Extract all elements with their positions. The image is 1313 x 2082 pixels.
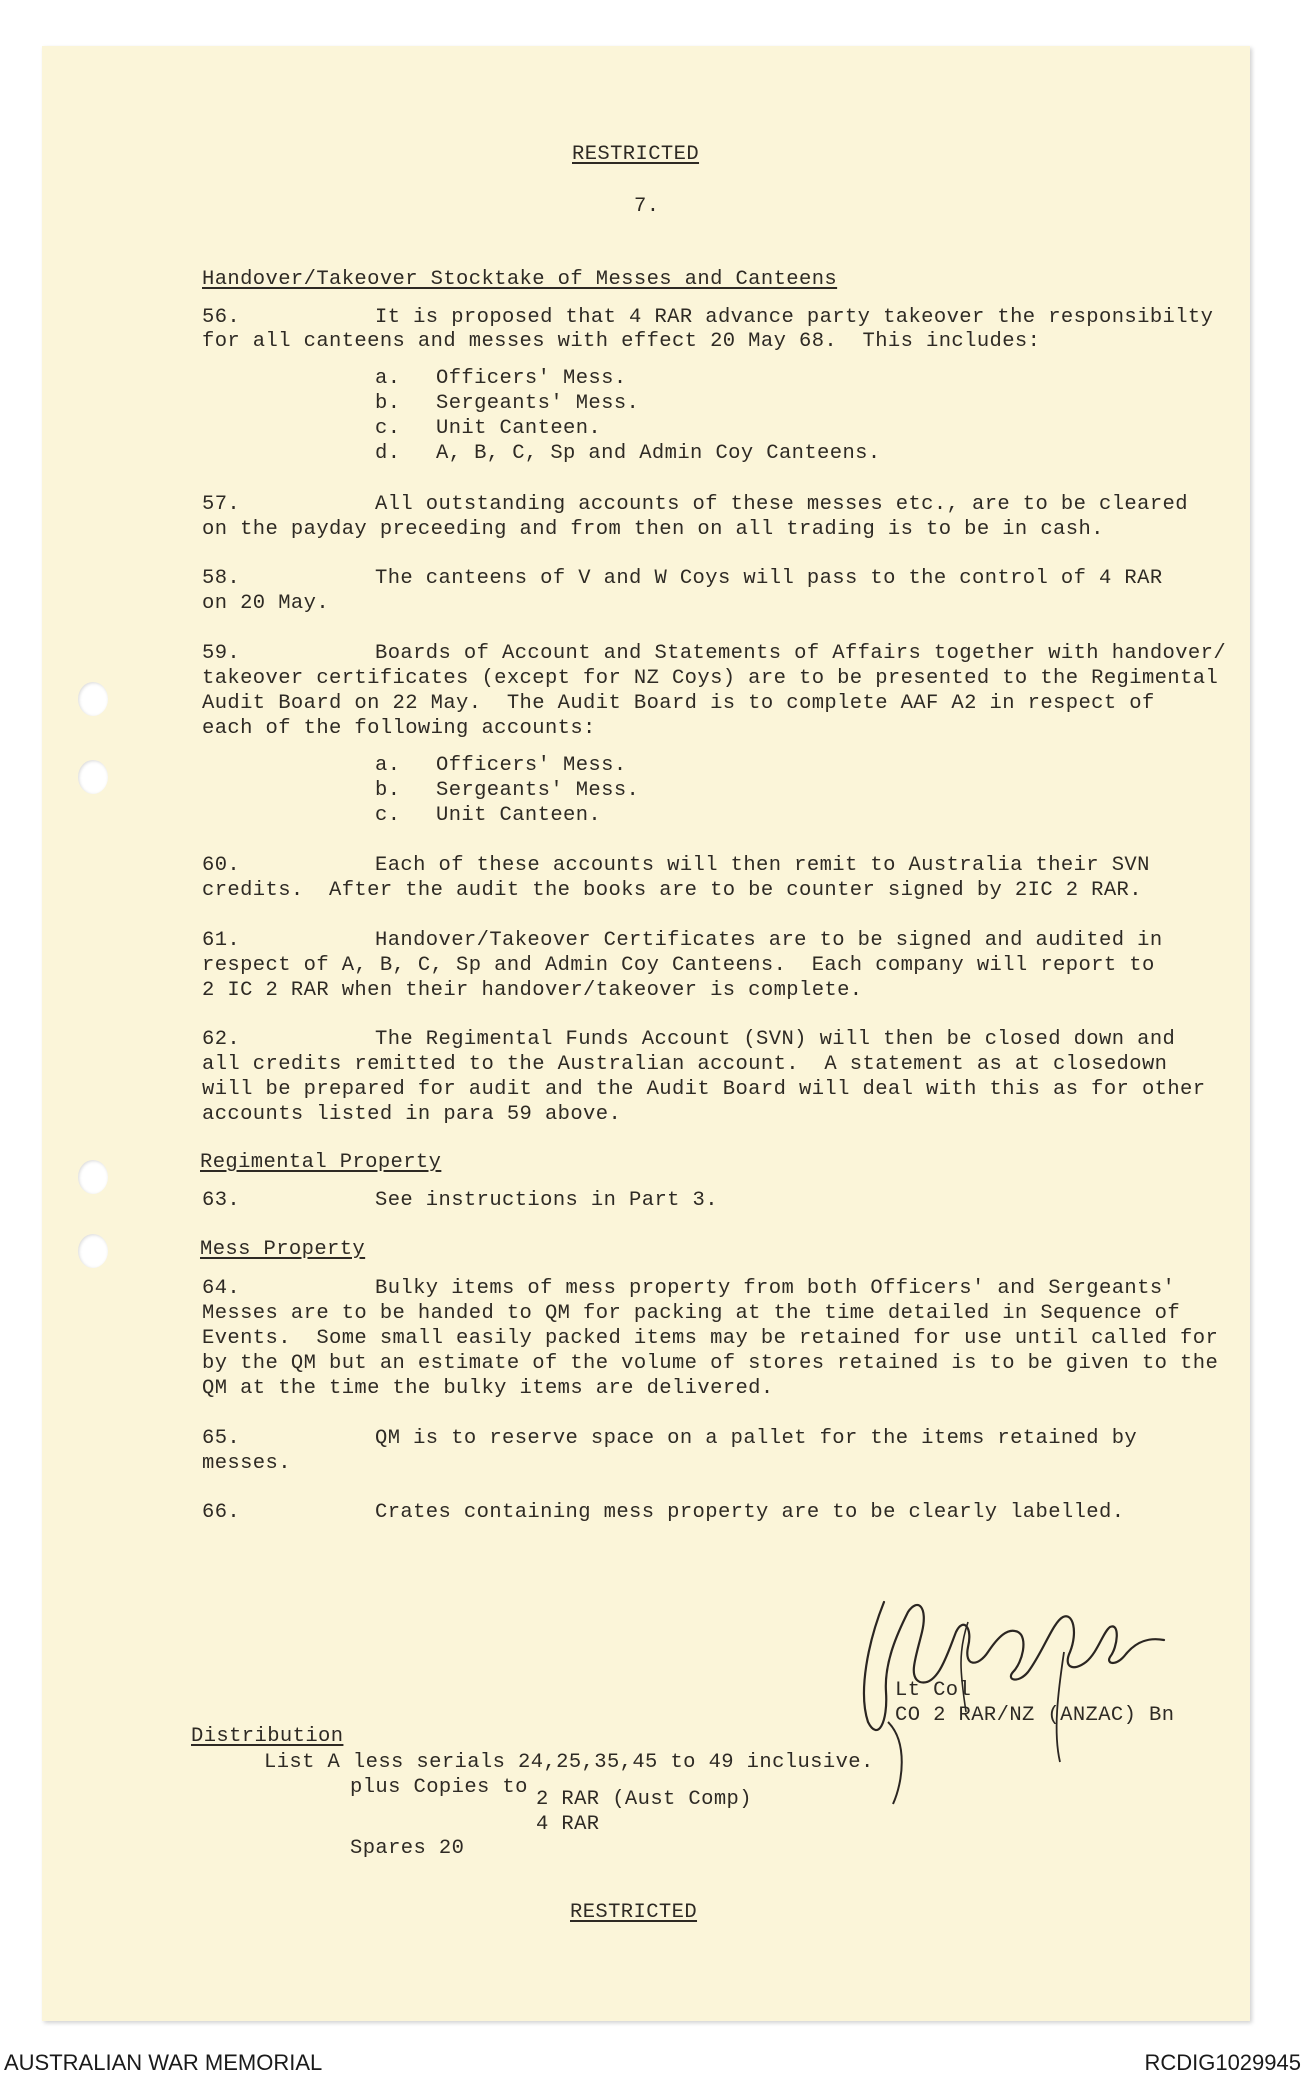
list-item: Sergeants' Mess. (436, 779, 640, 802)
para-text: for all canteens and messes with effect 20 May 68. This includes: (202, 330, 1041, 353)
para-text: all credits remitted to the Australian account. A statement as at closedown (202, 1053, 1168, 1076)
para-text: Boards of Account and Statements of Affairs together with handover/ (375, 642, 1227, 665)
list-item: Officers' Mess. (436, 367, 627, 390)
para-text: QM is to reserve space on a pallet for the items retained by (375, 1427, 1138, 1450)
punch-hole (78, 1160, 108, 1194)
list-item: Officers' Mess. (436, 754, 627, 777)
para-text: The canteens of V and W Coys will pass to the control of 4 RAR (375, 567, 1163, 590)
para-text: All outstanding accounts of these messes etc., are to be cleared (375, 493, 1188, 516)
para-text: will be prepared for audit and the Audit Board will deal with this as for other (202, 1078, 1206, 1101)
punch-hole (78, 1234, 108, 1268)
para-text: 2 IC 2 RAR when their handover/takeover is complete. (202, 979, 863, 1002)
para-text: Handover/Takeover Certificates are to be signed and audited in (375, 929, 1163, 952)
punch-hole (78, 682, 108, 716)
list-letter: a. (375, 754, 401, 777)
distribution-spares: Spares 20 (350, 1837, 465, 1860)
list-item: A, B, C, Sp and Admin Coy Canteens. (436, 442, 881, 465)
para-number: 62. (202, 1028, 241, 1051)
para-text: takeover certificates (except for NZ Coys) are to be presented to the Regimental (202, 667, 1219, 690)
signatory-rank: Lt Col (895, 1679, 972, 1702)
distribution-line: List A less serials 24,25,35,45 to 49 inclusive. (264, 1751, 874, 1774)
section-heading-mess-property: Mess Property (200, 1238, 366, 1261)
list-item: Unit Canteen. (436, 417, 602, 440)
para-number: 57. (202, 493, 241, 516)
para-text: QM at the time the bulky items are delivered. (202, 1377, 774, 1400)
para-text: Messes are to be handed to QM for packing at the time detailed in Sequence of (202, 1302, 1181, 1325)
para-text: accounts listed in para 59 above. (202, 1103, 622, 1126)
para-text: Bulky items of mess property from both Officers' and Sergeants' (375, 1277, 1176, 1300)
para-text: on 20 May. (202, 592, 330, 615)
para-text: by the QM but an estimate of the volume of stores retained is to be given to the (202, 1352, 1219, 1375)
distribution-copy: 2 RAR (Aust Comp) (536, 1788, 752, 1811)
para-text: messes. (202, 1452, 291, 1475)
para-text: on the payday preceeding and from then on all trading is to be in cash. (202, 518, 1104, 541)
distribution-line: plus Copies to (350, 1776, 528, 1799)
para-text: Crates containing mess property are to be clearly labelled. (375, 1501, 1125, 1524)
section-heading-handover: Handover/Takeover Stocktake of Messes and Canteens (202, 268, 838, 291)
para-number: 58. (202, 567, 241, 590)
para-text: Events. Some small easily packed items may be retained for use until called for (202, 1327, 1219, 1350)
para-number: 65. (202, 1427, 241, 1450)
archive-reference: RCDIG1029945 (1144, 2050, 1301, 2075)
list-letter: a. (375, 367, 401, 390)
para-text: The Regimental Funds Account (SVN) will then be closed down and (375, 1028, 1176, 1051)
list-letter: c. (375, 417, 401, 440)
archive-footer (0, 2050, 1313, 2082)
distribution-heading: Distribution (191, 1725, 344, 1748)
list-letter: c. (375, 804, 401, 827)
classification-footer: RESTRICTED (570, 1901, 698, 1924)
para-number: 63. (202, 1189, 241, 1212)
para-number: 59. (202, 642, 241, 665)
para-number: 64. (202, 1277, 241, 1300)
list-letter: b. (375, 392, 401, 415)
para-text: Each of these accounts will then remit to Australia their SVN (375, 854, 1150, 877)
list-letter: d. (375, 442, 401, 465)
signatory-unit: CO 2 RAR/NZ (ANZAC) Bn (895, 1704, 1175, 1727)
page-number: 7. (634, 195, 660, 218)
classification-header: RESTRICTED (572, 143, 700, 166)
para-number: 66. (202, 1501, 241, 1524)
list-item: Sergeants' Mess. (436, 392, 640, 415)
punch-hole (78, 760, 108, 794)
distribution-copy: 4 RAR (536, 1813, 600, 1836)
list-letter: b. (375, 779, 401, 802)
para-number: 56. (202, 306, 241, 329)
para-number: 60. (202, 854, 241, 877)
para-number: 61. (202, 929, 241, 952)
archive-name: AUSTRALIAN WAR MEMORIAL (4, 2050, 323, 2075)
para-text: each of the following accounts: (202, 717, 596, 740)
para-text: Audit Board on 22 May. The Audit Board is to complete AAF A2 in respect of (202, 692, 1155, 715)
para-text: credits. After the audit the books are to be counter signed by 2IC 2 RAR. (202, 879, 1142, 902)
para-text: respect of A, B, C, Sp and Admin Coy Canteens. Each company will report to (202, 954, 1155, 977)
section-heading-regimental-property: Regimental Property (200, 1151, 442, 1174)
list-item: Unit Canteen. (436, 804, 602, 827)
para-text: It is proposed that 4 RAR advance party takeover the responsibilty (375, 306, 1214, 329)
para-text: See instructions in Part 3. (375, 1189, 718, 1212)
